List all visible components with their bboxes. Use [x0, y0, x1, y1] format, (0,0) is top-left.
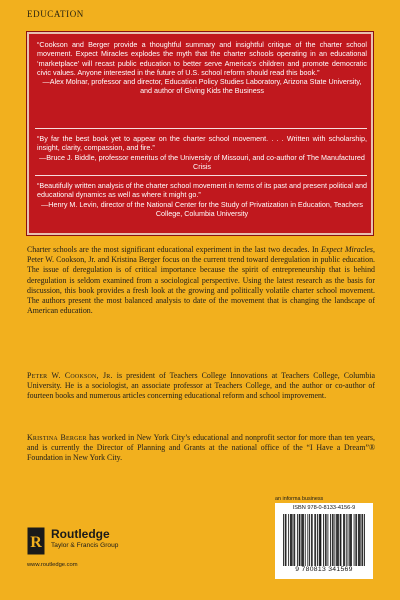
barcode-bar	[291, 514, 292, 566]
barcode-bar	[285, 514, 286, 566]
barcode-bar	[290, 514, 291, 566]
barcode-bar	[312, 514, 313, 566]
barcode-bar	[300, 514, 301, 566]
description-lead: Charter schools are the most significant educational experiment in the last two decades. In	[27, 245, 321, 254]
barcode-bar	[292, 514, 293, 566]
barcode-bar	[288, 514, 289, 566]
barcode-bar	[294, 514, 295, 566]
isbn-label: ISBN 978-0-8133-4156-9	[292, 505, 356, 511]
barcode-bar	[359, 514, 360, 566]
barcode-bar	[321, 514, 322, 566]
barcode-bar	[355, 514, 356, 566]
barcode-bar	[358, 514, 359, 566]
barcode-bar	[320, 514, 321, 566]
barcode-bar	[356, 514, 357, 566]
logo-letter: R	[30, 534, 42, 551]
barcode-bar	[364, 514, 365, 566]
quote-divider	[35, 128, 367, 129]
barcode-bar	[338, 514, 339, 566]
barcode-bar	[343, 514, 344, 566]
publisher-name: Routledge	[51, 527, 110, 541]
barcode-bar	[354, 514, 355, 566]
barcode-bar	[362, 514, 363, 566]
barcode-bar	[349, 514, 350, 566]
barcode-bar	[327, 514, 328, 566]
author-bio-text: is president of Teachers College Innovations at Teachers College, Columbia University. He is a sociologist, an associate professor at Teachers College, and the author or co-author of fourteen books and numerous articles concerning educational reform and school improvement.	[27, 371, 375, 401]
barcode-bar	[299, 514, 300, 566]
barcode-bar	[314, 514, 315, 566]
author-name: Peter W. Cookson, Jr.	[27, 371, 113, 380]
endorsement-quote	[37, 134, 367, 171]
barcode-bar	[330, 514, 331, 566]
barcode-bar	[319, 514, 320, 566]
barcode-bar	[302, 514, 303, 566]
routledge-logo-icon	[27, 527, 45, 555]
barcode-bar	[346, 514, 347, 566]
barcode-bar	[340, 514, 341, 566]
barcode-bar	[337, 514, 338, 566]
quote-text: “Cookson and Berger provide a thoughtful summary and insightful critique of the charter school movement. Expect Miracles explodes the myth that the charter schools operating in an educational ‘marketplace’ will recast public education to better serve America’s children and promote democratic civic values. Anyone interested in the future of U.S. school reform should read this book.”	[37, 40, 367, 77]
barcode-bar	[283, 514, 284, 566]
barcode-bar	[326, 514, 327, 566]
barcode-bar	[311, 514, 312, 566]
barcode-bar	[350, 514, 351, 566]
barcode-bar	[301, 514, 302, 566]
barcode-bar	[334, 514, 335, 566]
barcode-image	[283, 514, 365, 566]
barcode-bar	[360, 514, 361, 566]
barcode-bar	[332, 514, 333, 566]
quote-text: “By far the best book yet to appear on the charter school movement. . . . Written with scholarship, insight, clarity, compassion, and fire.”	[37, 134, 367, 153]
barcode-bar	[286, 514, 287, 566]
author-bio-text: has worked in New York City’s educational and nonprofit sector for more than ten years, and is currently the Director of Planning and Grants at the national office of the “I Have a Dream”® Foundation in New York City.	[27, 433, 375, 463]
description-body: , Peter W. Cookson, Jr. and Kristina Berger focus on the current trend toward deregulation in public education. The issue of deregulation is of critical importance because the spirit of entrepreneurship that is behind deregulation is seldom examined from a sociological perspective. Using the latest research as the basis for discussion, this book provides a fresh look at the growing and politically volatile charter school movement. The authors present the most balanced analysis to date of the movement that is changing the landscape of American education.	[27, 245, 375, 316]
barcode-bar	[307, 514, 308, 566]
barcode-bar	[348, 514, 349, 566]
barcode-bar	[317, 514, 318, 566]
barcode-bar	[333, 514, 334, 566]
barcode-bar	[305, 514, 306, 566]
barcode-bar	[293, 514, 294, 566]
barcode-bar	[315, 514, 316, 566]
barcode-bar	[297, 514, 298, 566]
publisher-url: www.routledge.com	[27, 562, 78, 568]
barcode-bar	[362, 514, 363, 566]
category-label: EDUCATION	[27, 9, 84, 19]
barcode-bar	[309, 514, 310, 566]
publisher-block	[27, 527, 177, 577]
quote-attribution: —Bruce J. Biddle, professor emeritus of the University of Missouri, and co-author of The Manufactured Crisis	[39, 152, 365, 171]
publisher-group: Taylor & Francis Group	[51, 542, 119, 549]
barcode-bar	[323, 514, 324, 566]
barcode-bar	[344, 514, 345, 566]
informa-tagline: an informa business	[275, 496, 324, 502]
quote-divider	[35, 175, 367, 176]
author-bio	[27, 433, 375, 464]
endorsement-quote	[37, 40, 367, 96]
quote-attribution: —Henry M. Levin, director of the National Center for the Study of Privatization in Education, Teachers College, Columbia University	[41, 199, 363, 218]
barcode-bar	[351, 514, 352, 566]
quote-attribution: —Alex Molnar, professor and director, Education Policy Studies Laboratory, Arizona State University, and author of Giving Kids the Business	[42, 77, 362, 96]
endorsement-box	[27, 32, 373, 235]
quote-text: “Beautifully written analysis of the charter school movement in terms of its past and present political and educational dynamics as well as where it might go.”	[37, 181, 367, 200]
barcode-digits: 9 780813 341569	[295, 566, 353, 573]
endorsement-quote	[37, 181, 367, 218]
book-title: Expect Miracles	[321, 245, 373, 254]
barcode-bar	[325, 514, 326, 566]
author-name: Kristina Berger	[27, 433, 87, 442]
barcode-bar	[303, 514, 304, 566]
barcode-panel	[275, 503, 373, 579]
barcode-bar	[336, 514, 337, 566]
book-description	[27, 245, 375, 316]
barcode-bar	[341, 514, 342, 566]
author-bio	[27, 371, 375, 402]
